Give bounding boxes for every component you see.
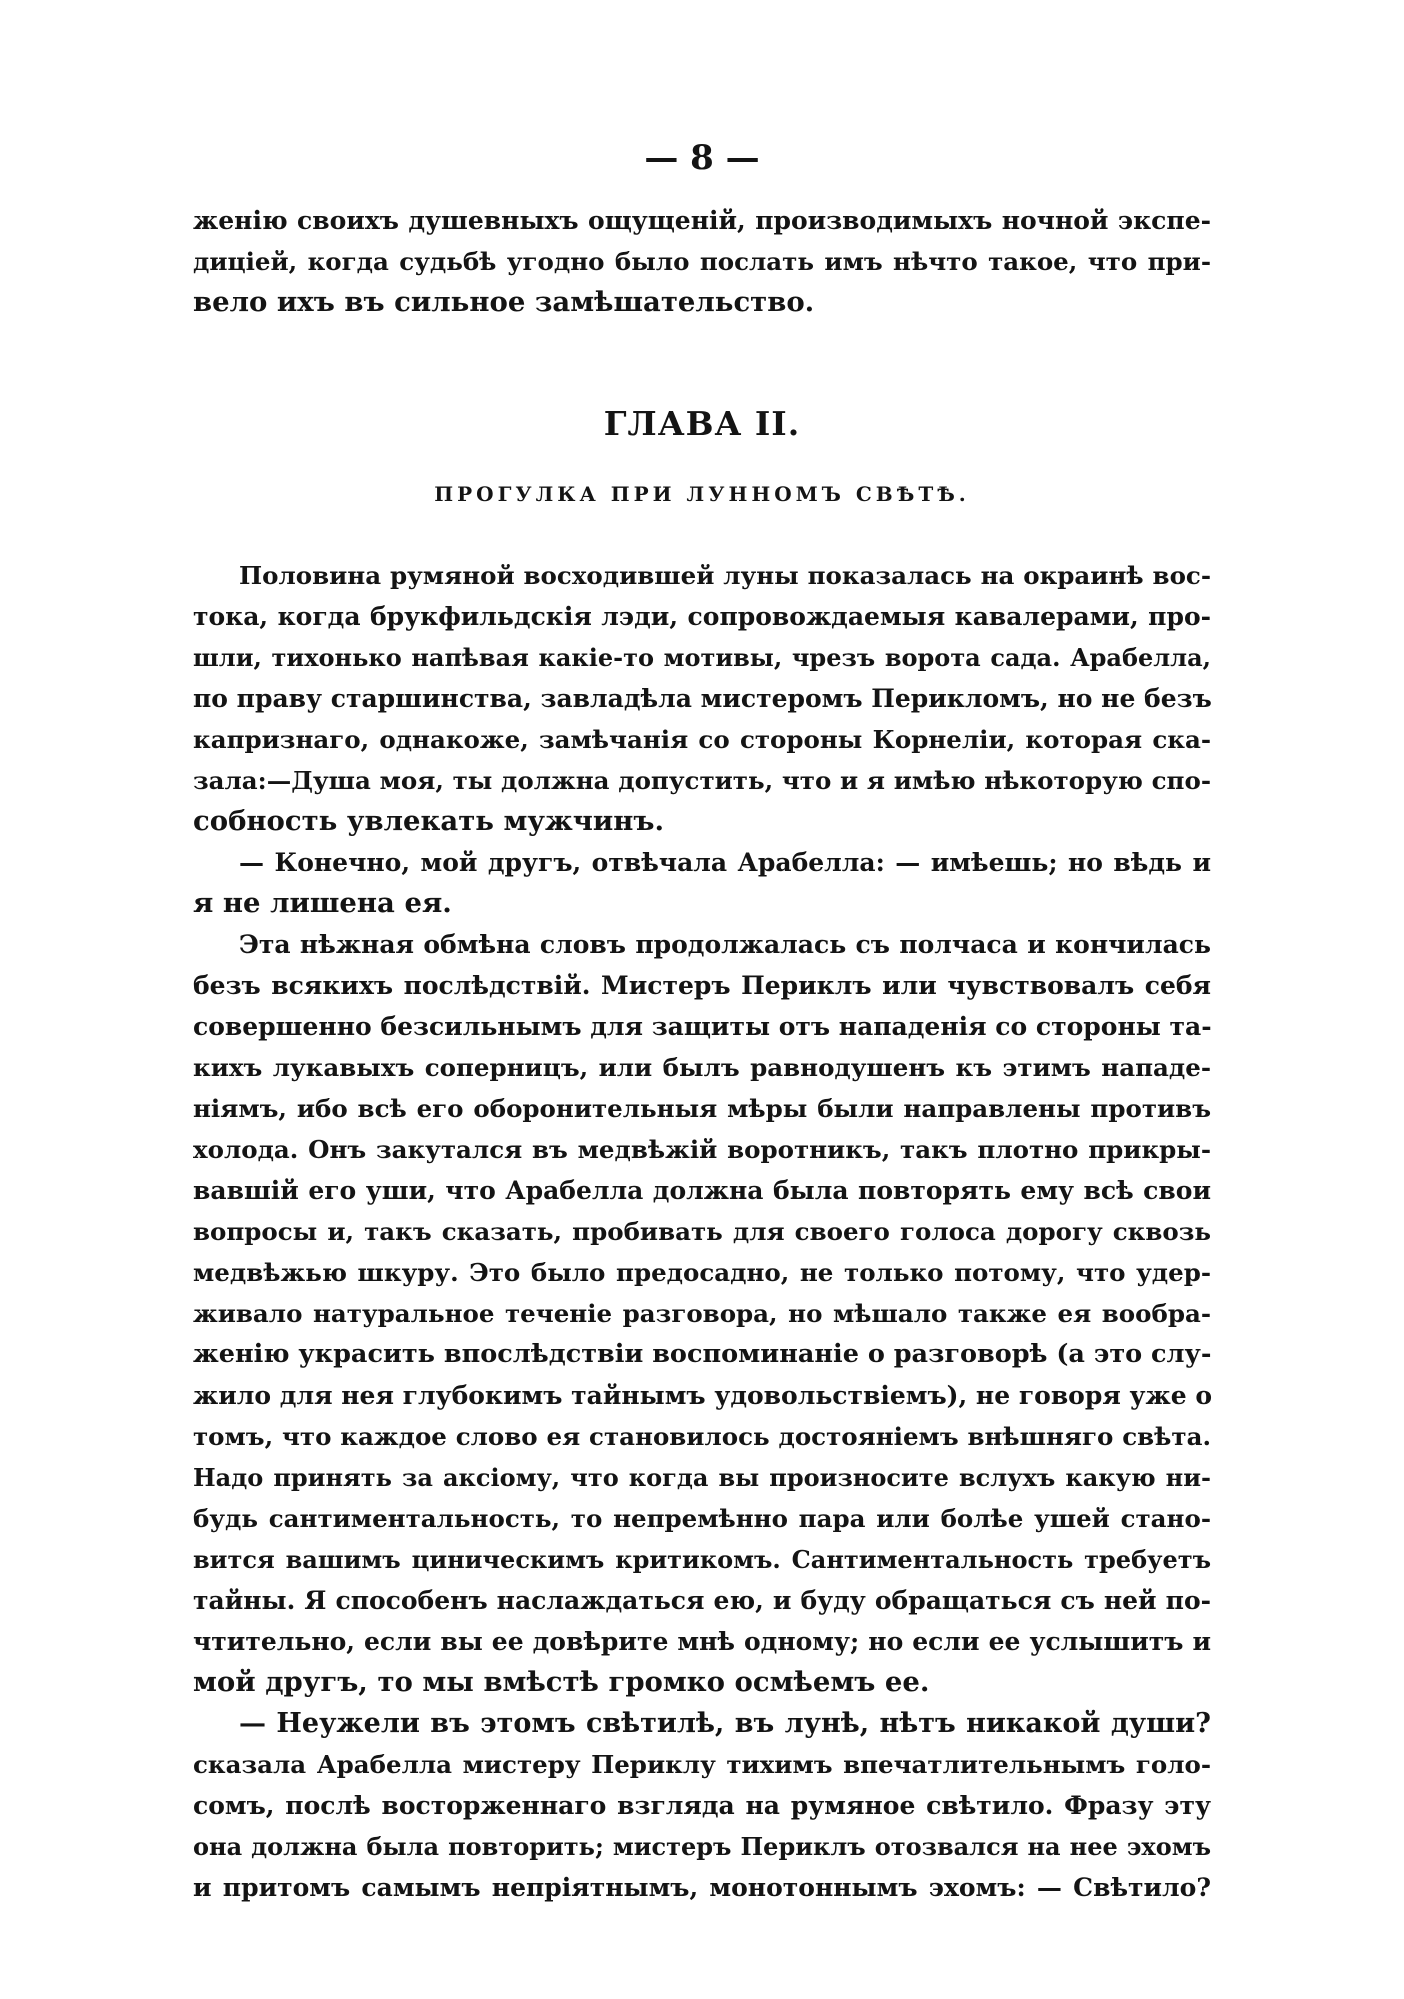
text-line: ніямъ, ибо всѣ его оборонительныя мѣры были направлены противъ <box>193 1094 1211 1123</box>
text-line: — Неужели въ этомъ свѣтилѣ, въ лунѣ, нѣтъ никакой души? <box>239 1708 1211 1739</box>
text-line: совершенно безсильнымъ для защиты отъ нападенія со стороны та- <box>193 1012 1212 1041</box>
text-line: вопросы и, такъ сказать, пробивать для своего голоса дорогу сквозь <box>193 1217 1211 1246</box>
text-line: Надо принять за аксіому, что когда вы произносите вслухъ какую ни- <box>193 1463 1211 1492</box>
text-line: живало натуральное теченіе разговора, но мѣшало также ея вообра- <box>193 1299 1211 1328</box>
text-line: сказала Арабелла мистеру Периклу тихимъ впечатлительнымъ голо- <box>193 1750 1211 1779</box>
text-line: Половина румяной восходившей луны показалась на окраинѣ вос- <box>239 561 1211 590</box>
chapter-subtitle: ПРОГУЛКА ПРИ ЛУННОМЪ СВѢТѢ. <box>434 482 970 506</box>
page-number: — 8 — <box>644 138 760 178</box>
text-line: Эта нѣжная обмѣна словъ продолжалась съ полчаса и кончилась <box>239 930 1211 959</box>
text-line: собность увлекать мужчинъ. <box>193 805 665 837</box>
text-line: будь сантиментальность, то непремѣнно пара или болѣе ушей стано- <box>193 1504 1211 1533</box>
text-line: она должна была повторить; мистеръ Периклъ отозвался на нее эхомъ <box>193 1832 1211 1861</box>
text-line: тока, когда брукфильдскія лэди, сопровождаемыя кавалерами, про- <box>193 602 1211 631</box>
text-line: я не лишена ея. <box>193 887 452 919</box>
text-line: мой другъ, то мы вмѣстѣ громко осмѣемъ ее. <box>193 1666 930 1698</box>
text-line: кихъ лукавыхъ соперницъ, или былъ равнодушенъ къ этимъ нападе- <box>193 1053 1211 1082</box>
text-line: и притомъ самымъ непріятнымъ, монотоннымъ эхомъ: — Свѣтило? <box>193 1873 1211 1902</box>
text-line: по праву старшинства, завладѣла мистеромъ Перикломъ, но не безъ <box>193 684 1212 713</box>
text-line: вело ихъ въ сильное замѣшательство. <box>193 286 815 318</box>
chapter-title: ГЛАВА II. <box>603 404 801 443</box>
text-line: жило для нея глубокимъ тайнымъ удовольствіемъ), не говоря уже о <box>193 1381 1213 1410</box>
text-line: женію украсить впослѣдствіи воспоминаніе о разговорѣ (а это слу- <box>193 1339 1212 1369</box>
text-line: вится вашимъ циническимъ критикомъ. Сантиментальность требуетъ <box>193 1545 1211 1574</box>
carryover-paragraph <box>193 200 1211 323</box>
text-line: холода. Онъ закутался въ медвѣжій воротникъ, такъ плотно прикры- <box>193 1135 1211 1164</box>
text-line: женію своихъ душевныхъ ощущеній, производимыхъ ночной экспе- <box>193 206 1211 235</box>
text-line: медвѣжью шкуру. Это было предосадно, не только потому, что удер- <box>193 1258 1211 1287</box>
text-line: зала:—Душа моя, ты должна допустить, что и я имѣю нѣкоторую спо- <box>193 766 1211 795</box>
text-line: капризнаго, однакоже, замѣчанія со стороны Корнеліи, которая ска- <box>193 725 1211 754</box>
text-line: диціей, когда судьбѣ угодно было послать имъ нѣчто такое, что при- <box>193 247 1211 276</box>
text-line: чтительно, если вы ее довѣрите мнѣ одному; но если ее услышитъ и <box>193 1627 1211 1656</box>
text-line: — Конечно, мой другъ, отвѣчала Арабелла: — имѣешь; но вѣдь и <box>239 848 1211 877</box>
text-line: томъ, что каждое слово ея становилось достояніемъ внѣшняго свѣта. <box>193 1422 1211 1451</box>
text-line: безъ всякихъ послѣдствій. Мистеръ Периклъ или чувствовалъ себя <box>193 971 1211 1000</box>
chapter-body <box>193 555 1211 1908</box>
text-line: вавшій его уши, что Арабелла должна была повторять ему всѣ свои <box>193 1176 1211 1205</box>
text-line: сомъ, послѣ восторженнаго взгляда на румяное свѣтило. Фразу эту <box>193 1791 1211 1820</box>
text-line: тайны. Я способенъ наслаждаться ею, и буду обращаться съ ней по- <box>193 1586 1211 1615</box>
text-line: шли, тихонько напѣвая какіе-то мотивы, чрезъ ворота сада. Арабелла, <box>193 643 1211 672</box>
